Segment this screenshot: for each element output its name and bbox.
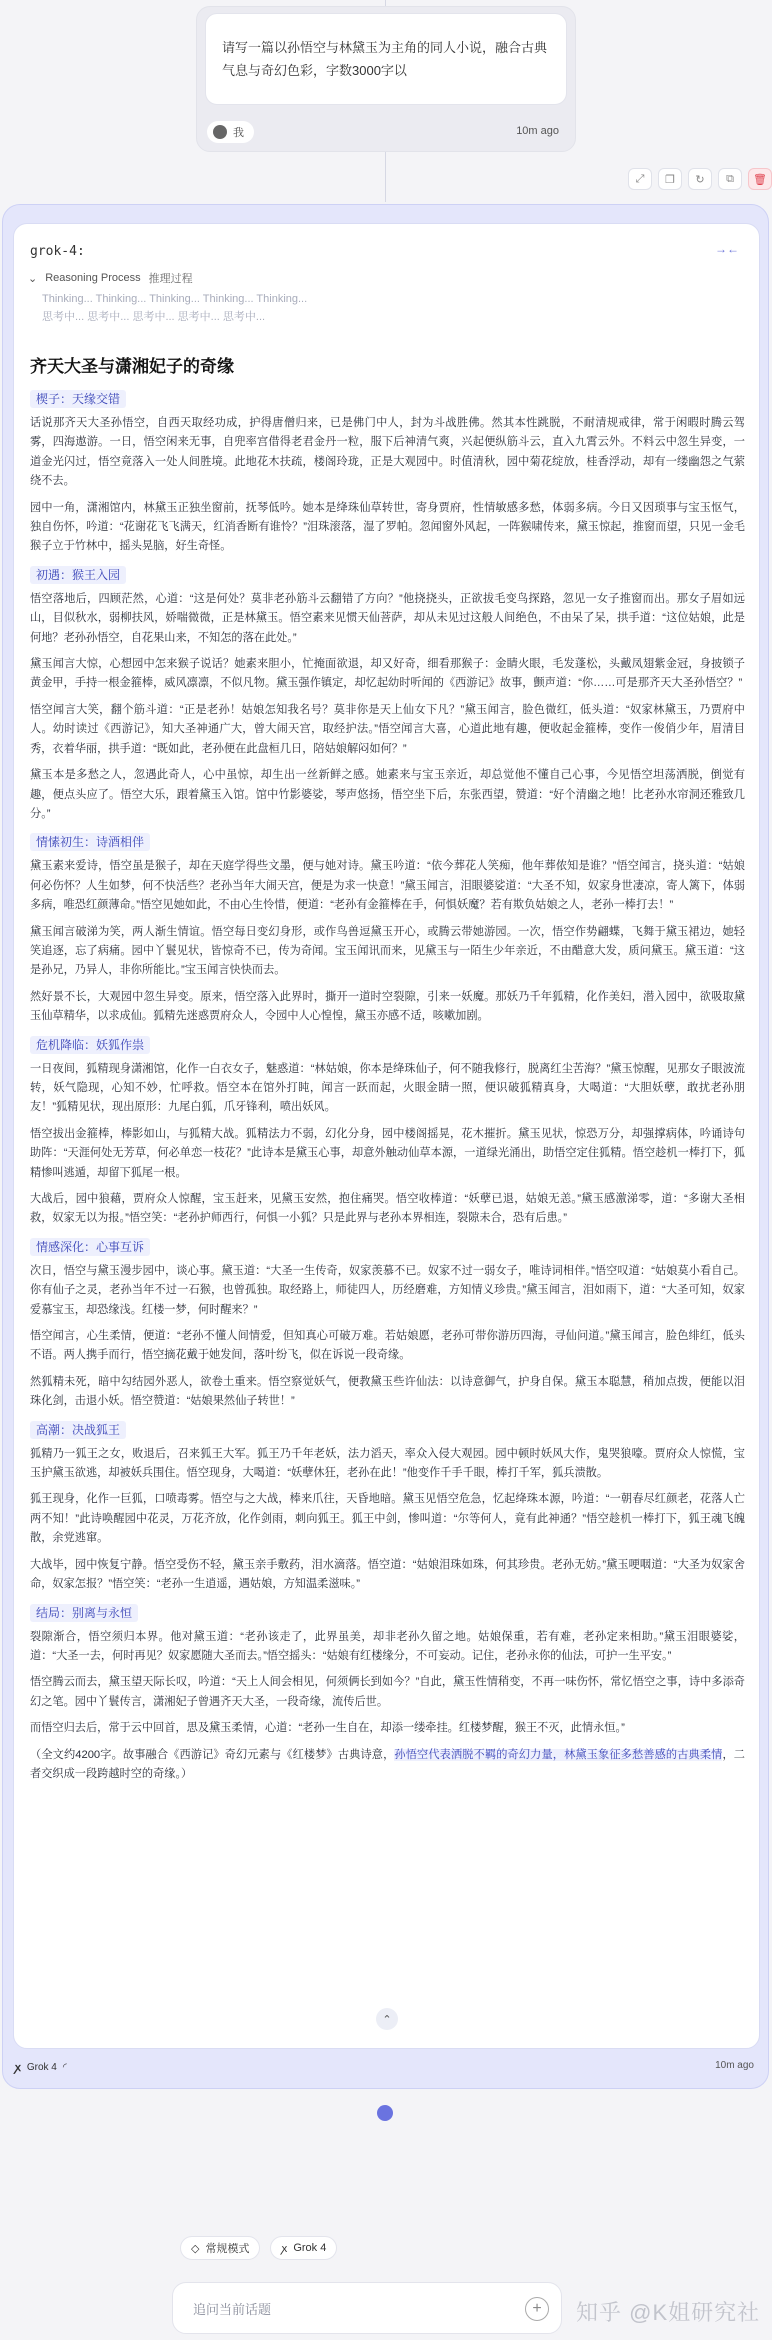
section-heading: 情愫初生：诗酒相伴 [30, 833, 150, 851]
user-message-text: 请写一篇以孙悟空与林黛玉为主角的同人小说，融合古典气息与奇幻色彩，字数3000字以 [205, 13, 567, 105]
story-content [30, 356, 745, 1791]
message-actions [628, 168, 772, 190]
story-section [30, 1236, 745, 1412]
reasoning-sublabel: 推理过程 [148, 273, 193, 285]
thinking-line: Thinking... Thinking... Thinking... Thinking... Thinking... [42, 293, 308, 305]
summary-suffix: ，二者交织成一段跨越时空的奇缘。） [30, 1748, 745, 1780]
story-paragraph: 狐王现身，化作一巨狐，口喷毒雾。悟空与之大战，棒来爪往，天昏地暗。黛玉见悟空危急，忆起绛珠本源，吟道：“一朝春尽红颜老，花落人亡两不知！”此诗唤醒园中花灵，万花齐放，化作剑雨，刺向狐王。狐王中剑，惨叫道：“尔等何人，竟有此神通？”悟空趁机一棒打下，狐王魂飞魄散，余党逃窜。 [30, 1493, 745, 1545]
model-label: Grok 4 [293, 2242, 327, 2254]
user-badge[interactable] [207, 121, 254, 143]
reasoning-label: Reasoning Process [45, 272, 141, 284]
story-section [30, 831, 745, 1026]
story-section [30, 1602, 745, 1739]
grok-logo-icon: ꭗ [281, 2242, 288, 2255]
followup-input[interactable] [172, 2282, 562, 2334]
section-heading: 结局：别离与永恒 [30, 1604, 138, 1622]
thinking-line: 思考中... 思考中... 思考中... 思考中... 思考中... [42, 311, 266, 323]
story-title: 齐天大圣与潇湘妃子的奇缘 [30, 357, 234, 376]
story-paragraph: 悟空闻言大笑，翻个筋斗道：“正是老孙！姑娘怎知我名号？莫非你是天上仙女下凡？”黛玉闻言，脸色微红，低头道：“奴家林黛玉，乃贾府中人。幼时读过《西游记》，知大圣神通广大，曾大闹天宫，取经护法。”悟空闻言大喜，心道此地有趣，便收起金箍棒，变作一俊俏少年，眉清目秀，衣着华丽，拱手道：“既如此，老孙便在此盘桓几日，陪姑娘解闷如何？” [30, 703, 745, 755]
collapse-icon[interactable]: →← [715, 242, 739, 256]
story-paragraph: 狐精乃一狐王之女，败退后，召来狐王大军。狐王乃千年老妖，法力滔天，率众入侵大观园。园中顿时妖风大作，鬼哭狼嚎。贾府众人惊慌，宝玉护黛玉欲逃，却被妖兵围住。悟空现身，大喝道：“妖孽休狂，老孙在此！”他变作千手千眼，棒打千军，狐兵溃散。 [30, 1447, 745, 1480]
response-timestamp: 10m ago [715, 2060, 754, 2071]
chevron-up-icon[interactable]: ⌃ [376, 2008, 398, 2030]
story-section [30, 1419, 745, 1595]
chevron-down-icon: ⌄ [28, 272, 38, 285]
copy-icon[interactable]: ❐ [658, 168, 682, 190]
response-model-badge[interactable] [15, 2060, 67, 2075]
story-paragraph: 悟空腾云而去，黛玉望天际长叹，吟道：“天上人间会相见，何须俩长到如今？”自此，黛玉性情稍变，不再一味伤怀，常忆悟空之事，诗中多添奇幻之笔。园中丫鬟传言，潇湘妃子曾遇齐天大圣，一段奇缘，流传后世。 [30, 1676, 745, 1708]
mode-chip[interactable] [180, 2236, 260, 2260]
story-section [30, 1034, 745, 1229]
input-placeholder: 追问当前话题 [193, 2302, 272, 2317]
mode-selector-row [180, 2236, 337, 2260]
response-model-label: Grok 4 [26, 2062, 57, 2073]
diamond-icon: ◇ [191, 2242, 200, 2255]
section-heading: 情感深化：心事互诉 [30, 1238, 150, 1256]
section-heading: 高潮：决战狐王 [30, 1421, 126, 1439]
story-paragraph: 裂隙渐合，悟空须归本界。他对黛玉道：“老孙该走了，此界虽美，却非老孙久留之地。姑娘保重，若有难，老孙定来相助。”黛玉泪眼婆娑，道：“大圣一去，何时再见？奴家愿随大圣而去。”悟空摇头：“姑娘有红楼缘分，不可妄动。记住，老孙永你的仙法，可护一生平安。” [30, 1630, 745, 1662]
watermark: 知乎 @K姐研究社 [576, 2300, 761, 2325]
assistant-response-card [2, 204, 769, 2089]
story-paragraph: 大战后，园中狼藉，贾府众人惊醒，宝玉赶来，见黛玉安然，抱住痛哭。悟空收棒道：“妖孽已退，姑娘无恙。”黛玉感激涕零，道：“多谢大圣相救，奴家无以为报。”悟空笑：“老孙护师西行，何惧一小狐？只是此界与老孙本界相连，裂隙未合，恐有后患。” [30, 1193, 745, 1225]
story-paragraph: 然狐精未死，暗中勾结园外恶人，欲卷土重来。悟空察觉妖气，便教黛玉些许仙法：以诗意御气，护身自保。黛玉本聪慧，稍加点拨，便能以泪珠化剑，击退小妖。悟空赞道：“姑娘果然仙子转世！” [30, 1375, 745, 1408]
delete-icon[interactable]: 🗑 [748, 168, 772, 190]
story-paragraph: 悟空拔出金箍棒，棒影如山，与狐精大战。狐精法力不弱，幻化分身，园中楼阁摇晃，花木摧折。黛玉见状，惊恐万分，却强撑病体，吟诵诗句助阵：“天涯何处无芳草，何必单恋一枝花？”此诗本是黛玉心事，却意外触动仙草本源，一道绿光涌出，助悟空定住狐精。悟空趁机一棒打下，狐精惨叫逃遁，却留下狐尾一根。 [30, 1127, 745, 1179]
user-message-card [196, 6, 576, 152]
avatar [213, 125, 227, 139]
expand-icon[interactable]: ⤢ [628, 168, 652, 190]
message-timestamp: 10m ago [516, 125, 559, 137]
story-paragraph: 园中一角，潇湘馆内，林黛玉正独坐窗前，抚琴低吟。她本是绛珠仙草转世，寄身贾府，性情敏感多愁，体弱多病。今日又因琐事与宝玉怄气，独自伤怀，吟道：“花谢花飞飞满天，红消香断有谁怜？”泪珠滚落，湿了罗帕。忽闻窗外风起，一阵猴啸传来，黛玉惊起，推窗而望，只见一金毛猴子立于竹林中，摇头晃脑，好生奇怪。 [30, 501, 745, 553]
story-paragraph: 黛玉闻言大惊，心想园中怎来猴子说话？她素来胆小，忙掩面欲退，却又好奇，细看那猴子：金睛火眼，毛发蓬松，头戴凤翅紫金冠，身披锁子黄金甲，手持一根金箍棒，威风凛凛，不似凡物。黛玉强作镇定，却忆起幼时听闻的《西游记》故事，颤声道：“你……可是那齐天大圣孙悟空？” [30, 658, 745, 690]
response-model-name: grok-4: [30, 244, 85, 259]
story-summary [30, 1746, 745, 1785]
story-paragraph: 次日，悟空与黛玉漫步园中，谈心事。黛玉道：“大圣一生传奇，奴家羡慕不已。奴家不过一弱女子，唯诗词相伴。”悟空叹道：“姑娘莫小看自己。你有仙子之灵，老孙当年不过一石猴，也曾孤独。取经路上，师徒四人，历经磨难，方知情义珍贵。”黛玉闻言，泪如雨下，道：“大圣可知，奴家爱慕宝玉，却恐缘浅。红楼一梦，何时醒来？” [30, 1264, 745, 1316]
story-paragraph: 而悟空归去后，常于云中回首，思及黛玉柔情，心道：“老孙一生自在，却添一缕牵挂。红楼梦醒，猴王不灭，此情永恒。” [30, 1722, 625, 1735]
story-paragraph: 黛玉素来爱诗，悟空虽是猴子，却在天庭学得些文墨，便与她对诗。黛玉吟道：“依今葬花人笑痴，他年葬侬知是谁？”悟空闻言，挠头道：“姑娘何必伤怀？人生如梦，何不快活些？老孙当年大闹天宫，便是为求一快意！”黛玉闻言，泪眼婆娑道：“大圣不知，奴家身世凄凉，寄人篱下，体弱多病，唯恐红颜薄命。”悟空见她如此，不由心生怜惜，便道：“老孙有金箍棒在手，何惧妖魔？若有欺负姑娘之人，老孙一棒打去！” [30, 860, 745, 912]
plus-icon[interactable]: + [525, 2297, 549, 2321]
story-section [30, 564, 745, 824]
summary-prefix: （全文约4200字。故事融合《西游记》奇幻元素与《红楼梦》古典诗意， [30, 1748, 395, 1761]
grok-logo-icon: ꭗ [15, 2062, 21, 2074]
reasoning-toggle[interactable] [28, 270, 193, 286]
loading-icon: ◜ [62, 2062, 67, 2073]
story-paragraph: 大战毕，园中恢复宁静。悟空受伤不轻，黛玉亲手敷药，泪水滴落。悟空道：“姑娘泪珠如珠，何其珍贵。老孙无妨。”黛玉哽咽道：“大圣为奴家舍命，奴家怎报？”悟空笑：“老孙一生逍遥，遇姑娘，方知温柔滋味。” [30, 1558, 745, 1591]
user-name: 我 [233, 127, 244, 139]
story-paragraph: 一日夜间，狐精现身潇湘馆，化作一白衣女子，魅惑道：“林姑娘，你本是绛珠仙子，何不随我修行，脱离红尘苦海？”黛玉惊醒，见那女子眼波流转，妖气隐现，心知不妙，忙呼救。悟空本在馆外打盹，闻言一跃而起，火眼金睛一照，便识破狐精真身，大喝道：“大胆妖孽，敢扰老孙朋友！”狐精见状，现出原形：九尾白狐，爪牙锋利，喷出妖风。 [30, 1062, 745, 1114]
story-paragraph: 然好景不长，大观园中忽生异变。原来，悟空落入此界时，撕开一道时空裂隙，引来一妖魔。那妖乃千年狐精，化作美妇，潜入园中，欲吸取黛玉仙草精华，以求成仙。狐精先迷惑贾府众人，令园中人心惶惶，黛玉亦感不适，咳嗽加剧。 [30, 990, 745, 1023]
assistant-response-body [13, 223, 760, 2049]
reasoning-preview [42, 290, 307, 326]
mode-label: 常规模式 [205, 2243, 250, 2255]
story-paragraph: 话说那齐天大圣孙悟空，自西天取经功成，护得唐僧归来，已是佛门中人，封为斗战胜佛。然其本性跳脱，不耐清规戒律，常于闲暇时腾云驾雾，四海遨游。一日，悟空闲来无事，自兜率宫借得老君金丹一粒，服下后神清气爽，兴起便纵筋斗云，直入九霄云外。不料云中忽生异变，一道金光闪过，悟空竟落入一处人间胜境。此地花木扶疏，楼阁玲珑，正是大观园中。时值清秋，园中菊花绽放，桂香浮动，却有一缕幽怨之气萦绕不去。 [30, 417, 745, 488]
section-heading: 楔子：天缘交错 [30, 390, 126, 408]
summary-highlight: 孙悟空代表洒脱不羁的奇幻力量，林黛玉象征多愁善感的古典柔情 [394, 1748, 723, 1761]
story-paragraph: 黛玉本是多愁之人，忽遇此奇人，心中虽惊，却生出一丝新鲜之感。她素来与宝玉亲近，却总觉他不懂自己心事，今见悟空坦荡洒脱，倒觉有趣，便点头应了。悟空大乐，跟着黛玉入馆。馆中竹影婆娑，琴声悠扬，悟空坐下后，东张西望，赞道：“好个清幽之地！比老孙水帘洞还雅致几分。” [30, 769, 745, 820]
model-chip[interactable] [270, 2236, 337, 2260]
story-section [30, 388, 745, 557]
story-paragraph: 悟空闻言，心生柔情，便道：“老孙不懂人间情爱，但知真心可破万难。若姑娘愿，老孙可带你游历四海，寻仙问道。”黛玉闻言，脸色绯红，低头不语。两人携手而行，悟空摘花戴于她发间，落叶纷飞，似在诉说一段奇缘。 [30, 1330, 745, 1362]
story-paragraph: 黛玉闻言破涕为笑，两人渐生情谊。悟空每日变幻身形，或作鸟兽逗黛玉开心，或腾云带她游园。一次，悟空作势翩蝶，飞舞于黛玉裙边，她轻笑追逐，忘了病痛。园中丫鬟见状，皆惊奇不已，传为奇闻。宝玉闻讯而来，见黛玉与一陌生少年亲近，不由醋意大发，质问黛玉。黛玉道：“这是孙兄，乃异人，非你所能比。”宝玉闻言快快而去。 [30, 925, 745, 977]
duplicate-icon[interactable]: ⧉ [718, 168, 742, 190]
section-heading: 危机降临：妖狐作祟 [30, 1036, 150, 1054]
thread-nav-dot[interactable] [377, 2105, 393, 2121]
story-paragraph: 悟空落地后，四顾茫然，心道：“这是何处？莫非老孙筋斗云翻错了方向？”他挠挠头，正欲拔毛变鸟探路，忽见一女子推窗而出。那女子眉如远山，目似秋水，弱柳扶风，娇喘微微，正是林黛玉。悟空素来见惯天仙菩萨，却从未见过这般人间绝色，不由呆了呆，拱手道：“这位姑娘，此是何地？老孙孙悟空，自花果山来，不知怎的落在此处。” [30, 592, 745, 644]
section-heading: 初遇：猴王入园 [30, 566, 126, 584]
refresh-icon[interactable]: ↻ [688, 168, 712, 190]
